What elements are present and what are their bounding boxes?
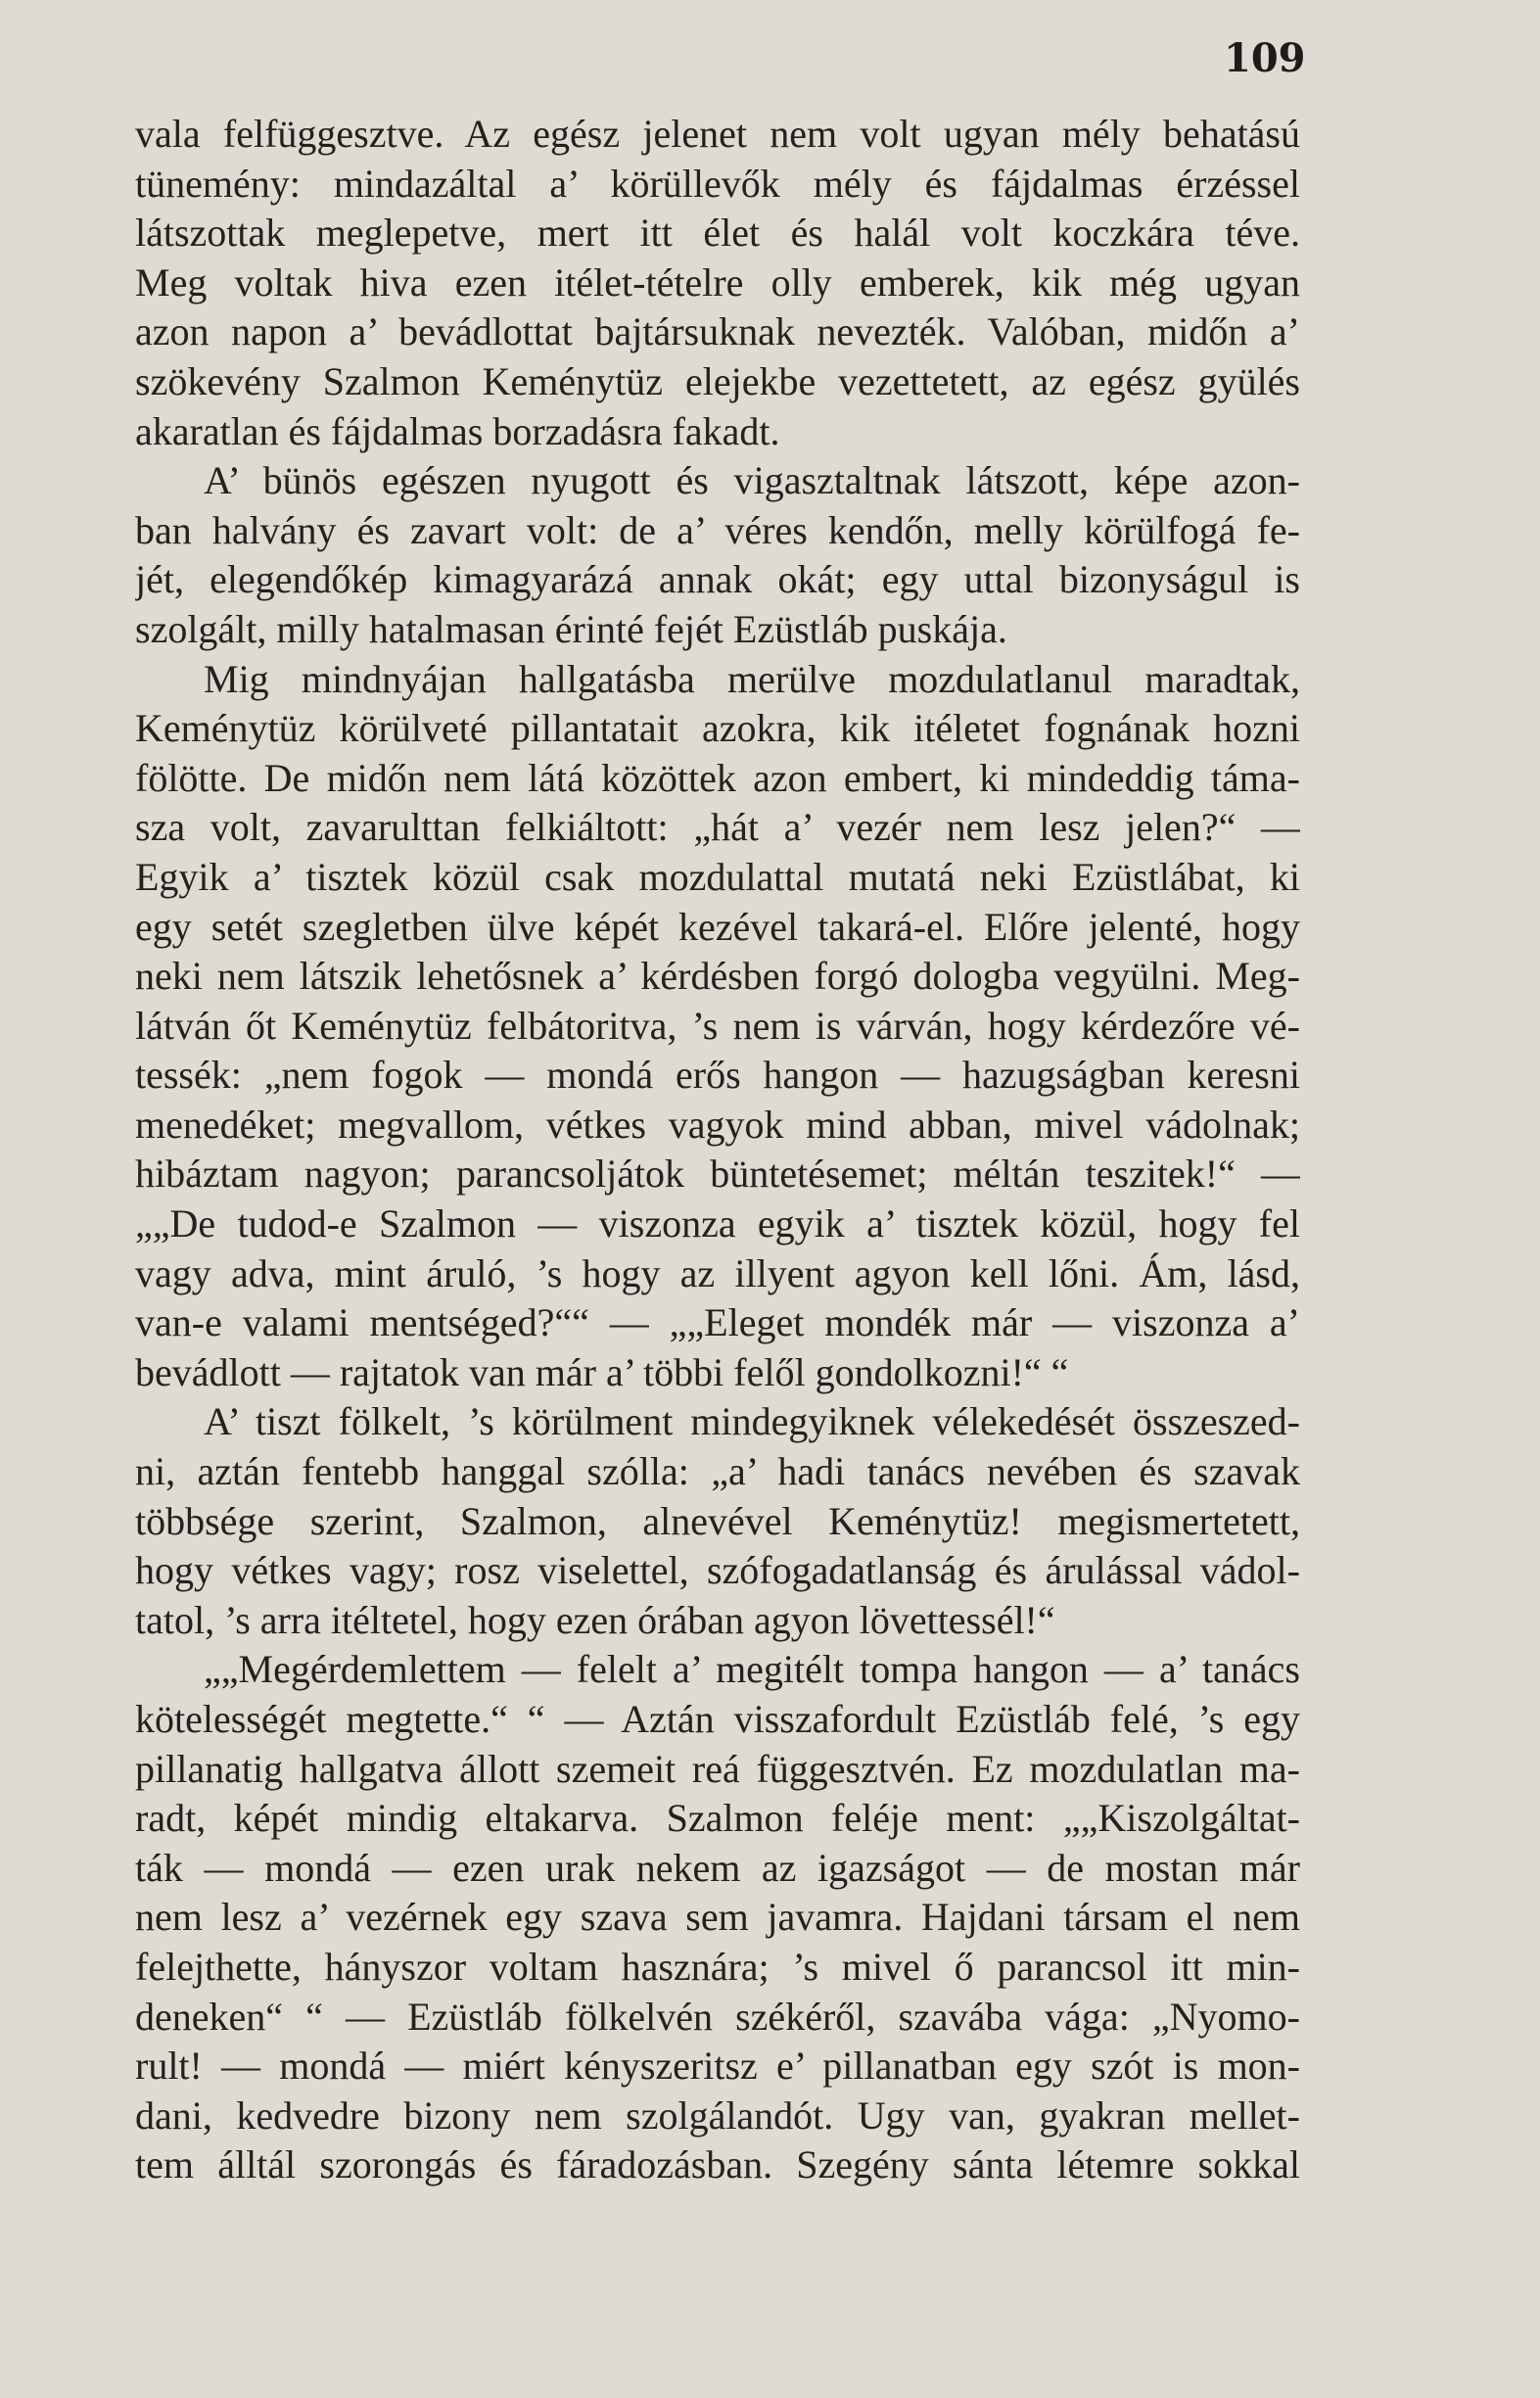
text-line: szökevény Szalmon Keménytüz elejekbe vezettetett, az egész gyülés: [135, 358, 1300, 403]
text-line: tessék: „nem fogok — mondá erős hangon — hazugságban keresni: [135, 1053, 1300, 1098]
text-line: A’ tiszt fölkelt, ’s körülment mindegyiknek vélekedését összeszed-: [204, 1399, 1300, 1444]
text-line: felejthette, hányszor voltam hasznára; ’s mivel ő parancsol itt min-: [135, 1944, 1300, 1989]
text-line: radt, képét mindig eltakarva. Szalmon feléje ment: „„Kiszolgáltat-: [135, 1796, 1300, 1841]
text-line: sza volt, zavarulttan felkiáltott: „hát a’ vezér nem lesz jelen?“ —: [135, 805, 1300, 850]
text-line: többsége szerint, Szalmon, alnevével Keménytüz! megismertetett,: [135, 1498, 1300, 1543]
text-line: ban halvány és zavart volt: de a’ véres kendőn, melly körülfogá fe-: [135, 507, 1300, 552]
text-line: látván őt Keménytüz felbátoritva, ’s nem is várván, hogy kérdezőre vé-: [135, 1003, 1300, 1048]
text-line: hogy vétkes vagy; rosz viselettel, szófogadatlanság és árulással vádol-: [135, 1548, 1300, 1593]
text-line: Mig mindnyájan hallgatásba merülve mozdulatlanul maradtak,: [204, 656, 1300, 701]
text-line: „„Megérdemlettem — felelt a’ megitélt tompa hangon — a’ tanács: [204, 1647, 1300, 1692]
text-line: akaratlan és fájdalmas borzadásra fakadt.: [135, 408, 780, 453]
text-line: tem álltál szorongás és fáradozásban. Szegény sánta létemre sokkal: [135, 2142, 1300, 2187]
text-line: tatol, ’s arra itéltetel, hogy ezen órában agyon lövettessél!“: [135, 1597, 1055, 1642]
text-line: egy setét szegletben ülve képét kezével takará-el. Előre jelenté, hogy: [135, 904, 1300, 949]
text-line: vagy adva, mint áruló, ’s hogy az illyent agyon kell lőni. Ám, lásd,: [135, 1250, 1300, 1295]
text-line: ták — mondá — ezen urak nekem az igazságot — de mostan már: [135, 1845, 1300, 1890]
text-line: deneken“ “ — Ezüstláb fölkelvén székéről, szavába vága: „Nyomo-: [135, 1994, 1300, 2039]
text-line: Meg voltak hiva ezen itélet-tételre olly emberek, kik még ugyan: [135, 259, 1300, 305]
text-line: rult! — mondá — miért kényszeritsz e’ pillanatban egy szót is mon-: [135, 2044, 1300, 2089]
text-line: jét, elegendőkép kimagyarázá annak okát; egy uttal bizonyságul is: [135, 557, 1300, 602]
text-line: vala felfüggesztve. Az egész jelenet nem volt ugyan mély behatású: [135, 112, 1300, 156]
text-line: szolgált, milly hatalmasan érinté fejét Ezüstláb puskája.: [135, 606, 1007, 651]
text-line: van-e valami mentséged?““ — „„Eleget mondék már — viszonza a’: [135, 1300, 1300, 1345]
text-line: menedéket; megvallom, vétkes vagyok mind abban, mivel vádolnak;: [135, 1102, 1300, 1147]
text-line: Keménytüz körülveté pillantatait azokra, kik itéletet fognának hozni: [135, 706, 1300, 751]
text-line: neki nem látszik lehetősnek a’ kérdésben forgó dologba vegyülni. Meg-: [135, 954, 1300, 999]
text-line: hibáztam nagyon; parancsoljátok büntetésemet; méltán teszitek!“ —: [135, 1152, 1300, 1197]
text-line: „„De tudod-e Szalmon — viszonza egyik a’ tisztek közül, hogy fel: [135, 1201, 1300, 1246]
text-line: dani, kedvedre bizony nem szolgálandót. Ugy van, gyakran mellet-: [135, 2092, 1300, 2138]
text-line: látszottak meglepetve, mert itt élet és halál volt koczkára téve.: [135, 211, 1300, 256]
text-line: tünemény: mindazáltal a’ körüllevők mély és fájdalmas érzéssel: [135, 161, 1300, 206]
text-line: pillanatig hallgatva állott szemeit reá függesztvén. Ez mozdulatlan ma-: [135, 1746, 1300, 1791]
text-line: fölötte. De midőn nem látá közöttek azon embert, ki mindeddig táma-: [135, 755, 1300, 800]
text-line: Egyik a’ tisztek közül csak mozdulattal mutatá neki Ezüstlábat, ki: [135, 854, 1300, 899]
text-line: kötelességét megtette.“ “ — Aztán visszafordult Ezüstláb felé, ’s egy: [135, 1697, 1300, 1741]
body-text: [135, 110, 1300, 2190]
text-line: bevádlott — rajtatok van már a’ többi felől gondolkozni!“ “: [135, 1349, 1069, 1394]
text-line: A’ bünös egészen nyugott és vigasztaltnak látszott, képe azon-: [204, 458, 1300, 503]
text-line: azon napon a’ bevádlottat bajtársuknak nevezték. Valóban, midőn a’: [135, 309, 1300, 354]
text-line: ni, aztán fentebb hanggal szólla: „a’ hadi tanács nevében és szavak: [135, 1449, 1300, 1494]
page-number: 109: [1224, 35, 1306, 81]
text-line: nem lesz a’ vezérnek egy szava sem javamra. Hajdani társam el nem: [135, 1895, 1300, 1940]
